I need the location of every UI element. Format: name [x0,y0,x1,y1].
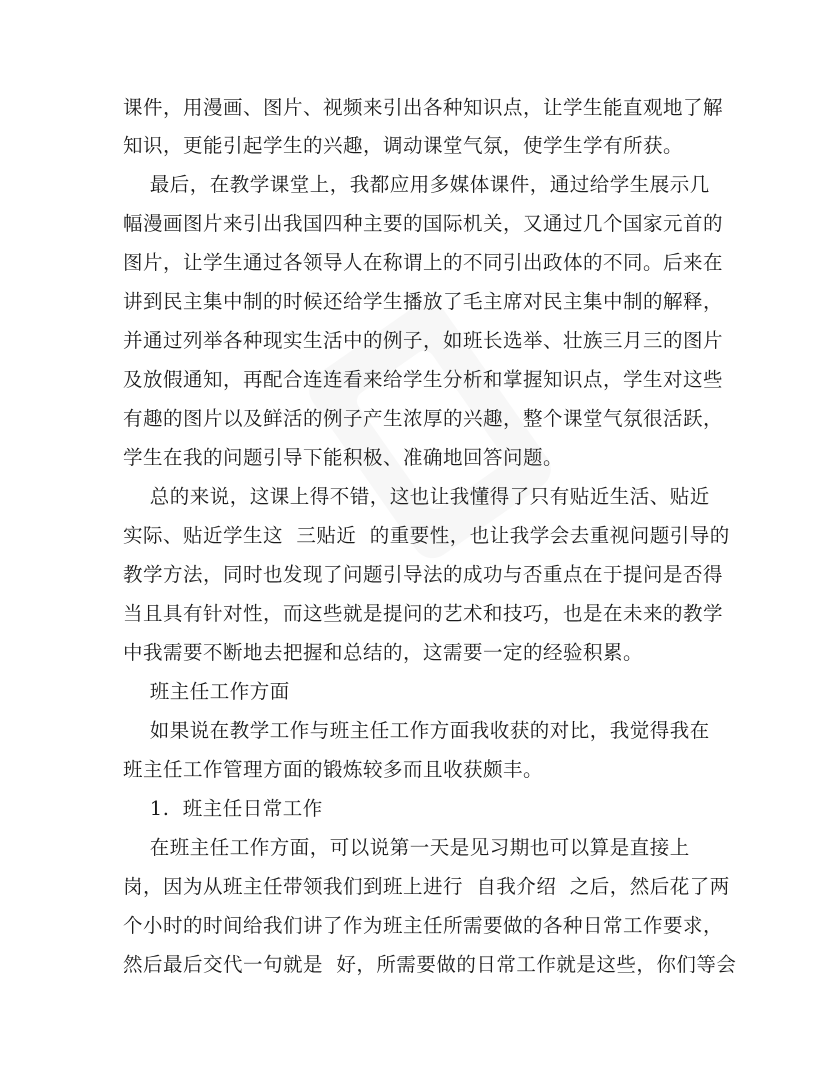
text-line: 及放假通知，再配合连连看来给学生分析和掌握知识点，学生对这些 [123,368,724,391]
text-line: 在班主任工作方面，可以说第一天是见习期也可以算是直接上 [123,836,690,859]
text-line: 教学方法，同时也发现了问题引导法的成功与否重点在于提问是否得 [123,563,724,586]
text-line: 班主任工作管理方面的锻炼较多而且收获颇丰。 [123,758,544,781]
text-line: 总的来说，这课上得不错，这也让我懂得了只有贴近生活、贴近 [123,485,710,508]
text-line: 幅漫画图片来引出我国四种主要的国际机关，又通过几个国家元首的 [123,212,724,235]
text-line: 然后最后交代一句就是 好，所需要做的日常工作就是这些，你们等会 [123,953,737,976]
text-line: 岗，因为从班主任带领我们到班上进行 自我介绍 之后，然后花了两 [123,875,730,898]
text-line: 图片，让学生通过各领导人在称谓上的不同引出政体的不同。后来在 [123,251,724,274]
text-line: 当且具有针对性，而这些就是提问的艺术和技巧，也是在未来的教学 [123,602,724,625]
text-line: 知识，更能引起学生的兴趣，调动课堂气氛，使学生学有所获。 [123,134,684,157]
text-line: 如果说在教学工作与班主任工作方面我收获的对比，我觉得我在 [123,719,710,742]
text-line: 中我需要不断地去把握和总结的，这需要一定的经验积累。 [123,641,644,664]
text-line: 学生在我的问题引导下能积极、准确地回答问题。 [123,446,564,469]
text-line: 讲到民主集中制的时候还给学生播放了毛主席对民主集中制的解释， [123,290,724,313]
text-line: 课件，用漫画、图片、视频来引出各种知识点，让学生能直观地了解 [123,96,724,119]
text-line: 个小时的时间给我们讲了作为班主任所需要做的各种日常工作要求， [123,914,724,937]
text-line: 有趣的图片以及鲜活的例子产生浓厚的兴趣，整个课堂气氛很活跃， [123,407,724,430]
text-line: 并通过列举各种现实生活中的例子，如班长选举、壮族三月三的图片 [123,329,724,352]
text-line: 实际、贴近学生这 三贴近 的重要性，也让我学会去重视问题引导的 [123,524,730,547]
section-heading: 班主任工作方面 [123,680,290,703]
subsection-heading: 1. 班主任日常工作 [123,797,323,820]
text-line: 最后，在教学课堂上，我都应用多媒体课件，通过给学生展示几 [123,173,710,196]
